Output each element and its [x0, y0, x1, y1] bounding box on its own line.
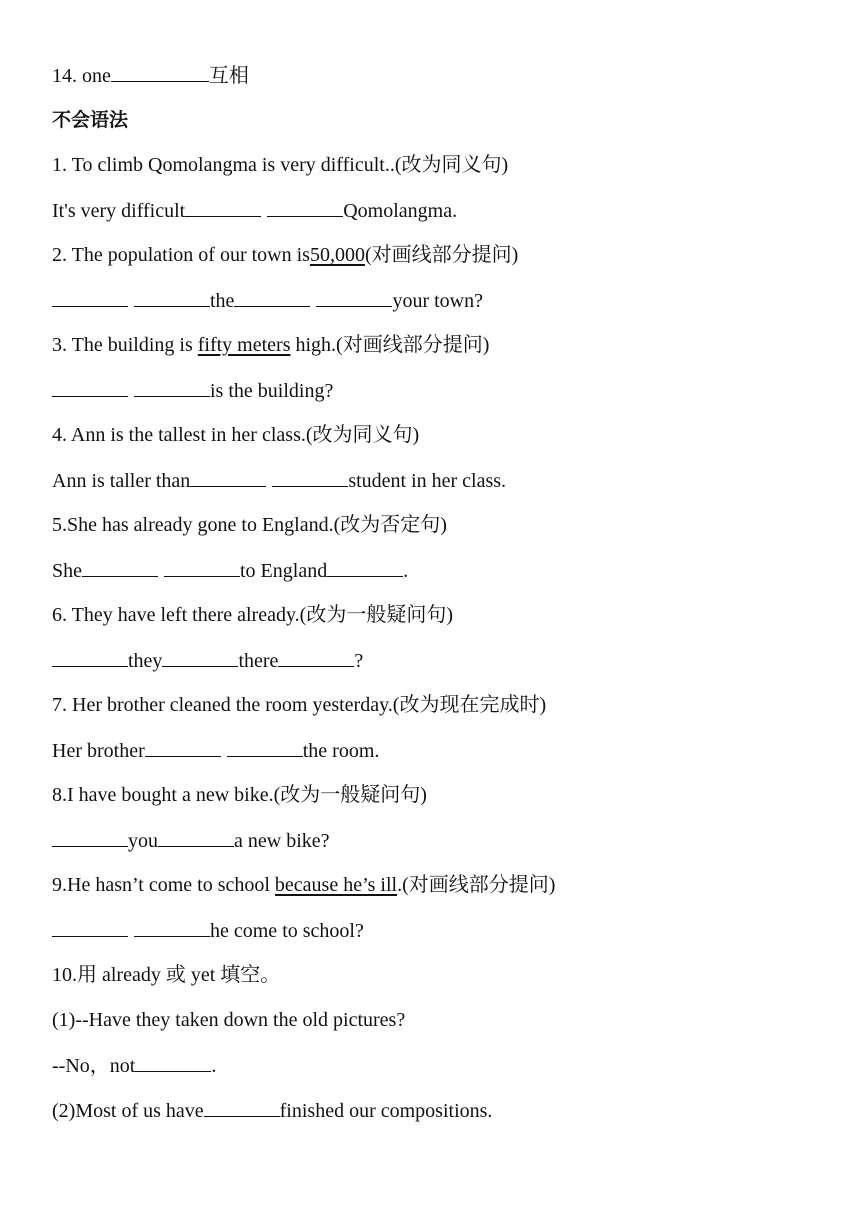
- answer-blank[interactable]: [227, 736, 303, 757]
- answer-blank[interactable]: [82, 556, 158, 577]
- question-9: [52, 871, 555, 899]
- answer-blank[interactable]: [52, 916, 128, 937]
- answer-line-8: [52, 826, 330, 855]
- item-text: .: [403, 560, 409, 582]
- answer-line-9: [52, 916, 364, 945]
- answer-blank[interactable]: [52, 826, 128, 847]
- item-text: 互相: [208, 65, 249, 87]
- item-text: they: [128, 650, 163, 672]
- answer-blank[interactable]: [52, 376, 128, 397]
- question-10: 10.用 already 或 yet 填空。: [52, 964, 281, 986]
- question-10-1: (1)--Have they taken down the old pictures?: [52, 1009, 406, 1031]
- answer-blank[interactable]: [267, 196, 343, 217]
- question-3: [52, 331, 489, 359]
- item-text: the room.: [302, 740, 380, 762]
- item-text: .: [211, 1055, 217, 1077]
- answer-blank[interactable]: [316, 286, 392, 307]
- answer-blank[interactable]: [134, 376, 210, 397]
- question-1: 1. To climb Qomolangma is very difficult..(改为同义句): [52, 154, 509, 176]
- answer-line-6: [52, 646, 363, 675]
- item-text: (2)Most of us have: [52, 1100, 204, 1122]
- item-text: 9.He hasn’t come to school: [52, 874, 275, 896]
- item-text: (对画线部分提问): [364, 244, 519, 266]
- answer-blank[interactable]: [234, 286, 310, 307]
- question-8: 8.I have bought a new bike.(改为一般疑问句): [52, 784, 427, 806]
- question-10-2: [52, 1096, 492, 1125]
- answer-blank[interactable]: [52, 646, 128, 667]
- item-text: She: [52, 560, 82, 582]
- answer-line-4: [52, 466, 506, 495]
- answer-blank[interactable]: [278, 646, 354, 667]
- item-text: .(对画线部分提问): [397, 874, 556, 896]
- item-text: Qomolangma.: [343, 200, 458, 222]
- section-heading: 不会语法: [52, 109, 129, 131]
- item-text: 2. The population of our town is: [52, 244, 310, 266]
- answer-blank[interactable]: [272, 466, 348, 487]
- answer-blank[interactable]: [111, 61, 209, 82]
- item-text: 14. one: [52, 65, 111, 87]
- answer-line-3: [52, 376, 333, 405]
- answer-line-5: [52, 556, 408, 585]
- question-6: 6. They have left there already.(改为一般疑问句): [52, 604, 453, 626]
- item-text: 3. The building is: [52, 334, 198, 356]
- answer-blank[interactable]: [190, 466, 266, 487]
- item-text: student in her class.: [348, 470, 507, 492]
- answer-blank[interactable]: [134, 286, 210, 307]
- vocab-item-14: [52, 61, 249, 90]
- question-2: [52, 241, 518, 269]
- item-text: ?: [354, 650, 364, 672]
- item-text: you: [128, 830, 158, 852]
- underlined-part: 50,000: [309, 244, 365, 266]
- item-text: is the building?: [210, 380, 334, 402]
- answer-line-2: [52, 286, 483, 315]
- answer-blank[interactable]: [162, 646, 238, 667]
- answer-blank[interactable]: [327, 556, 403, 577]
- answer-line-1: [52, 196, 457, 225]
- item-text: the: [210, 290, 235, 312]
- answer-blank[interactable]: [158, 826, 234, 847]
- answer-blank[interactable]: [134, 916, 210, 937]
- item-text: your town?: [392, 290, 483, 312]
- item-text: to England: [240, 560, 328, 582]
- question-7: 7. Her brother cleaned the room yesterday.(改为现在完成时): [52, 694, 547, 716]
- item-text: finished our compositions.: [279, 1100, 493, 1122]
- item-text: high.(对画线部分提问): [290, 334, 490, 356]
- item-text: a new bike?: [234, 830, 330, 852]
- answer-blank[interactable]: [52, 286, 128, 307]
- underlined-part: because he’s ill: [274, 874, 398, 896]
- answer-blank[interactable]: [135, 1051, 211, 1072]
- question-5: 5.She has already gone to England.(改为否定句): [52, 514, 447, 536]
- answer-blank[interactable]: [204, 1096, 280, 1117]
- answer-blank[interactable]: [145, 736, 221, 757]
- item-text: Ann is taller than: [52, 470, 191, 492]
- answer-blank[interactable]: [164, 556, 240, 577]
- item-text: there: [238, 650, 279, 672]
- item-text: he come to school?: [210, 920, 364, 942]
- item-text: --No，not: [52, 1055, 136, 1077]
- item-text: It's very difficult: [52, 200, 186, 222]
- answer-blank[interactable]: [185, 196, 261, 217]
- answer-line-7: [52, 736, 379, 765]
- item-text: Her brother: [52, 740, 145, 762]
- question-4: 4. Ann is the tallest in her class.(改为同义句): [52, 424, 420, 446]
- underlined-part: fifty meters: [197, 334, 291, 356]
- answer-line-10-1: [52, 1051, 216, 1080]
